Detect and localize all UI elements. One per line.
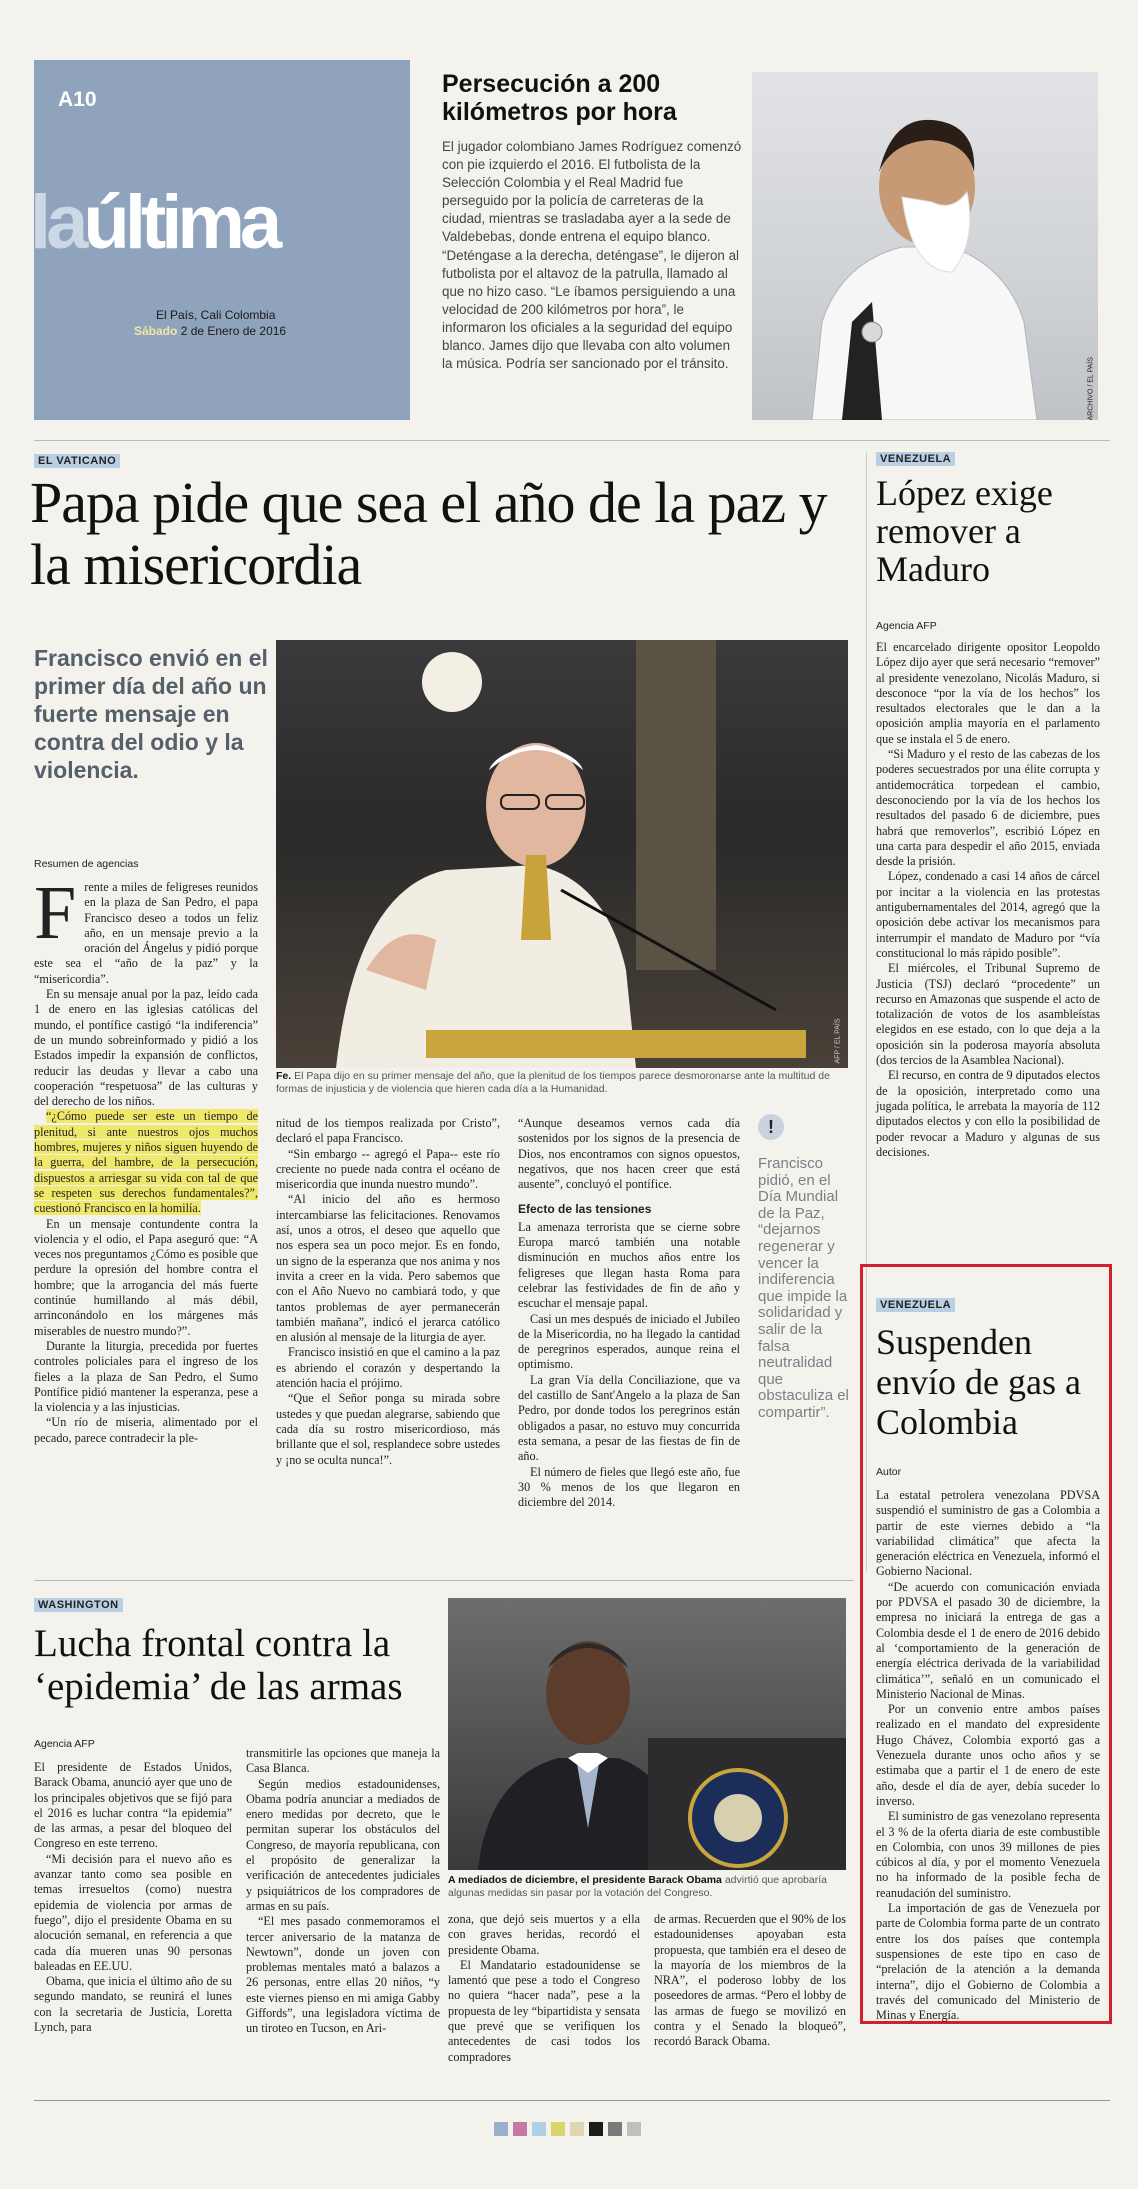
- color-swatch: [513, 2122, 527, 2136]
- color-swatch: [570, 2122, 584, 2136]
- pope-photo-credit: AFP / EL PAÍS: [834, 1018, 842, 1064]
- armas-col3: zona, que dejó seis muertos y a ella con graves heridas, recordó el presidente Obama. El Mandatario estadounidense se lamentó que pese a todo el Congreso no quiera “hacer nada”, pese a la propuesta de ley “bipartidista y sensata que prevé que se verifiquen los antecedentes de casi todos los compradores: [448, 1912, 640, 2064]
- lopez-headline: López exige remover a Maduro: [876, 473, 1053, 589]
- color-swatch: [627, 2122, 641, 2136]
- color-swatch: [532, 2122, 546, 2136]
- top-story-text: El jugador colombiano James Rodríguez comenzó con pie izquierdo el 2016. El futbolista de la Selección Colombia y el Real Madrid fue perseguido por la policía de carreteras de la ciudad, mientras se trasladaba ayer a la sede de Valdebebas, donde entrena el equipo blanco. “Deténgase a la derecha, deténgase”, le dijeron al futbolista por el altavoz de la patrulla, llamado al que no hizo caso. “Le íbamos persiguiendo a una velocidad de 200 kilómetros por hora”, le informaron los oficiales a la seguridad del equipo blanco. James dijo que llevaba con alto volumen la música. Podría ser sancionado por el tránsito.: [442, 139, 742, 372]
- color-swatch: [589, 2122, 603, 2136]
- top-divider: [34, 440, 1110, 441]
- page-number: A10: [58, 88, 97, 111]
- armas-col1: El presidente de Estados Unidos, Barack Obama, anunció ayer que uno de los principales objetivos que se fijó para el 2016 es luchar contra “la epidemia” de las armas, a pesar del bloqueo del Congreso en este terreno. “Mi decisión para el nuevo año es avanzar tanto como sea posible en temas irresueltos (como) nuestra epidemia de violencia por armas de fuego”, dijo el presidente Obama en su alocución semanal, en referencia a que cada día mueren unas 90 personas baleadas en EE.UU. Obama, que inicia el último año de su segundo mandato, se reunirá el lunes con la secretaria de Justicia, Loretta Lynch, para: [34, 1760, 232, 2035]
- gas-body: La estatal petrolera venezolana PDVSA suspendió el suministro de gas a Colombia a partir de este viernes debido a “la variabilidad climática” que afecta la generación eléctrica en Venezuela, informó el Gobierno Nacional. “De acuerdo con comunicación enviada por PDVSA el pasado 30 de diciembre, la empresa no iniciará la entrega de gas a Colombia desde el 1 de enero de 2016 debido al ‘comportamiento de la generación de energía eléctrica derivada de la variabilidad climática’”, señaló en un comunicado el Ministerio Nacional de Minas. Por un convenio entre ambos países realizado en el mandato del expresidente Hugo Chávez, Colombia exportó gas a Venezuela durante unos ocho años y se estimaba que a partir el 1 de enero de este año, desde el día de ayer, debía suceder lo inverso. El suministro de gas venezolano representa el 3 % de la oferta diaria de este combustible en Colombia, con unos 39 millones de pies cúbicos al día, y por el momento Venezuela no ha informado de la posible fecha de reanudación del suministro. La importación de gas de Venezuela por parte de Colombia forma parte de un contrato entre los dos países que contempla suspensiones de este tipo en caso de “prelación de la atención a la demanda interna”, dijo el Gobierno de Colombia a través del comunicado del Ministerio de Minas y Energía.: [876, 1488, 1100, 2023]
- photo-credit: ARCHIVO / EL PAÍS: [1087, 357, 1095, 420]
- vaticano-col2: nitud de los tiempos realizada por Cristo”, declaró el papa Francisco. “Sin embargo -- agregó el Papa-- este río creciente no puede nada contra el océano de misericordia que inunda nuestro mundo”. “Al inicio del año es hermoso intercambiarse las felicitaciones. Renovamos así, unos a otros, el deseo que aquello que nos espera sea un poco mejor. Es en fondo, un signo de la esperanza que nos anima y nos invita a creer en la vida. Pero sabemos que con el Año Nuevo no cambiará todo, y que tantos problemas de ayer permanecerán también mañana”, indicó el jerarca católico en alusión al mensaje de la liturgia de ayer. Francisco insistió en que el camino a la paz es abriendo el corazón y despertando la atención hacia el prójimo. “Que el Señor ponga su mirada sobre ustedes y que puedan alegrarse, sabiendo que cada día su rostro misericordioso, más brillante que el sol, resplandece sobre ustedes y ¡no se oculta nunca!”.: [276, 1116, 500, 1467]
- aside-icon: !: [758, 1114, 784, 1140]
- lopez-body: El encarcelado dirigente opositor Leopoldo López dijo ayer que será necesario “remover” al presidente venezolano, Nicolás Maduro, si desconoce “por la vía de los hechos” los resultados electorales que le dan a la oposición amplia mayoría en el parlamento que se instala el 5 de enero. “Si Maduro y el resto de las cabezas de los poderes secuestrados por una élite corrupta y antidemocrática torpedean el cambio, desconociendo por la vía de los hechos los resultados del pasado 6 de diciembre, pues habrá que removerlos”, escribió López en una carta para despedir el año 2015, enviada desde la prisión. López, condenado a casi 14 años de cárcel por incitar a la violencia en las protestas antigubernamentales del 2014, agregó que la oposición debe activar los mecanismos para interrumpir el mandato de Maduro por “vía constitucional lo más rápido posible”. El miércoles, el Tribunal Supremo de Justicia (TSJ) declaró “procedente” un recurso en Amazonas que suspende el acto de totalización de votos de los asambleístas elegidos en ese estado, con lo que deja a la oposición sin la poderosa mayoría absoluta (dos tercios de la Asamblea Nacional). El recurso, en contra de 9 diputados electos de la oposición, interpretado como una jugada política, le arrebata la mayoría de 112 diputados electos y con ello la posibilidad de poder revocar a Maduro y algunas de sus decisiones.: [876, 640, 1100, 1159]
- pope-caption: Fe. El Papa dijo en su primer mensaje del año, que la plenitud de los tiempos parece desmoronarse ante la multitud de formas de injusticia y de violencia que hieren cada día a la Humanidad.: [276, 1070, 830, 1095]
- armas-col2: transmitirle las opciones que maneja la Casa Blanca. Según medios estadounidenses, Obama podría anunciar a mediados de enero medidas por decreto, que le permitan superar los obstáculos del Congreso, de mayoría republicana, con el propósito de generalizar la verificación de antecedentes judiciales y psiquiátricos de los compradores de armas en su país. “El mes pasado conmemoramos el tercer aniversario de la matanza de Newtown”, donde un joven con problemas mentales mató a balazos a 26 personas, entre ellas 20 niños, “y este viernes pienso en mi amiga Gabby Giffords”, una legisladora víctima de un tiroteo en Tucson, en Ari-: [246, 1746, 440, 2036]
- armas-headline: Lucha frontal contra la ‘epidemia’ de las armas: [34, 1622, 403, 1708]
- obama-caption: A mediados de diciembre, el presidente Barack Obama advirtió que aprobaría algunas medidas sin pasar por la votación del Congreso.: [448, 1874, 827, 1899]
- color-swatch: [551, 2122, 565, 2136]
- vaticano-lead: Francisco envió en el primer día del año un fuerte mensaje en contra del odio y la violencia.: [34, 645, 268, 783]
- masthead-date: Sábado 2 de Enero de 2016: [134, 324, 287, 338]
- top-story-title: Persecución a 200 kilómetros por hora: [442, 70, 677, 126]
- pope-photo: [276, 640, 848, 1068]
- drop-cap: F: [34, 871, 77, 955]
- bottom-rule: [34, 2100, 1110, 2101]
- section-tag-washington: WASHINGTON: [34, 1598, 123, 1612]
- section-title: laúltima: [30, 180, 278, 265]
- james-photo: [752, 72, 1098, 420]
- lopez-byline: Agencia AFP: [876, 620, 937, 632]
- gas-byline: Autor: [876, 1466, 902, 1478]
- obama-photo: [448, 1598, 846, 1870]
- highlighted-quote: “¿Cómo puede ser este un tiempo de plenitud, si ante nuestros ojos muchos hombres, mujeres y niños siguen huyendo de la guerra, del hambre, de la persecución, dispuestos a arriesgar su vida con tal de que se respeten sus derechos fundamentales?”, cuestionó Francisco en la homilía.: [34, 1109, 258, 1216]
- section-tag-vaticano: EL VATICANO: [34, 454, 120, 468]
- pope-figure-icon: [276, 640, 848, 1068]
- section-tag-lopez: VENEZUELA: [876, 452, 955, 466]
- masthead-place: El País, Cali Colombia: [156, 308, 276, 322]
- print-color-bar: [494, 2122, 646, 2136]
- aside-quote: Francisco pidió, en el Día Mundial de la Paz, “dejarnos regenerar y vencer la indiferencia que impide la solidaridad y salir de la falsa neutralidad que obstaculiza el compartir”.: [758, 1155, 849, 1421]
- gas-headline: Suspenden envío de gas a Colombia: [876, 1322, 1081, 1442]
- armas-col4: de armas. Recuerden que el 90% de los estadounidenses apoyaban esta propuesta, que también era el deseo de la mayoría de los miembros de la NRA”, el poderoso lobby de los poseedores de armas. “Pero el lobby de las armas de fuego se movilizó en contra y el Senado la bloqueó”, recordó Barack Obama.: [654, 1912, 846, 2049]
- mid-divider: [34, 1580, 854, 1581]
- subhead: Efecto de las tensiones: [518, 1202, 652, 1217]
- armas-byline: Agencia AFP: [34, 1738, 95, 1750]
- vaticano-col3: “Aunque deseamos vernos cada día sostenidos por los signos de la presencia de Dios, nos encontramos con signos opuestos, negativos, que nos hacen creer que está ausente”, concluyó el pontífice. Efecto de las tensiones La amenaza terrorista que se cierne sobre Europa marcó también una notable disminución en muchos años entre los feligreses que llegan hasta Roma para celebrar las festividades de fin de año y escuchar el mensaje papal. Casi un mes después de iniciado el Jubileo de la Misericordia, no ha llegado la cantidad de peregrinos esperados, aunque reina el optimismo. La gran Vía della Conciliazione, que va del castillo de Sant'Angelo a la plaza de San Pedro, por donde todos los peregrinos están obligados a pasar, no estuvo muy concurrida esta semana, a pesar de las fiestas de fin de año. El número de fieles que llegó este año, fue 30 % menos de los que llegaron en diciembre del 2014.: [518, 1116, 740, 1510]
- obama-figure-icon: [448, 1598, 846, 1870]
- section-tag-gas: VENEZUELA: [876, 1298, 955, 1312]
- color-swatch: [494, 2122, 508, 2136]
- color-swatch: [608, 2122, 622, 2136]
- vaticano-byline: Resumen de agencias: [34, 858, 139, 870]
- vaticano-col1: Frente a miles de feligreses reunidos en la plaza de San Pedro, el papa Francisco deseo a todos un feliz año, en un mensaje previo a la oración del Ángelus y pidió porque este sea el “año de la paz” y la “misericordia”. En su mensaje anual por la paz, leído cada 1 de enero en las iglesias católicas del mundo, el pontífice castigó “la indiferencia” de un mundo sobreinformado y pidió a los Estados impedir la expansión de conflictos, reducir las deudas y llevar a cabo una cooperación “respetuosa” de las culturas y del derecho de los niños. “¿Cómo puede ser este un tiempo de plenitud, si ante nuestros ojos muchos hombres, mujeres y niños siguen huyendo de la guerra, del hambre, de la persecución, dispuestos a arriesgar su vida con tal de que se respeten sus derechos fundamentales?”, cuestionó Francisco en la homilía. En un mensaje contundente contra la violencia y el odio, el Papa aseguró que: “A veces nos preguntamos ¿Cómo es posible que perdure la opresión del hombre contra el hombre; que la arrogancia del más fuerte continúe humillando al más débil, arrinconándolo en los márgenes más miserables de nuestro mundo?”. Durante la liturgia, precedida por fuertes controles policiales para el ingreso de los fieles a la plaza de San Pedro, el Sumo Pontífice pidió mantener la esperanza, pese a la violencia y a las injusticias. “Un río de miseria, alimentado por el pecado, parece contradecir la ple-: [34, 871, 258, 1445]
- player-figure-icon: [752, 72, 1098, 420]
- vaticano-headline: Papa pide que sea el año de la paz y la misericordia: [30, 470, 827, 597]
- masthead: [30, 60, 410, 420]
